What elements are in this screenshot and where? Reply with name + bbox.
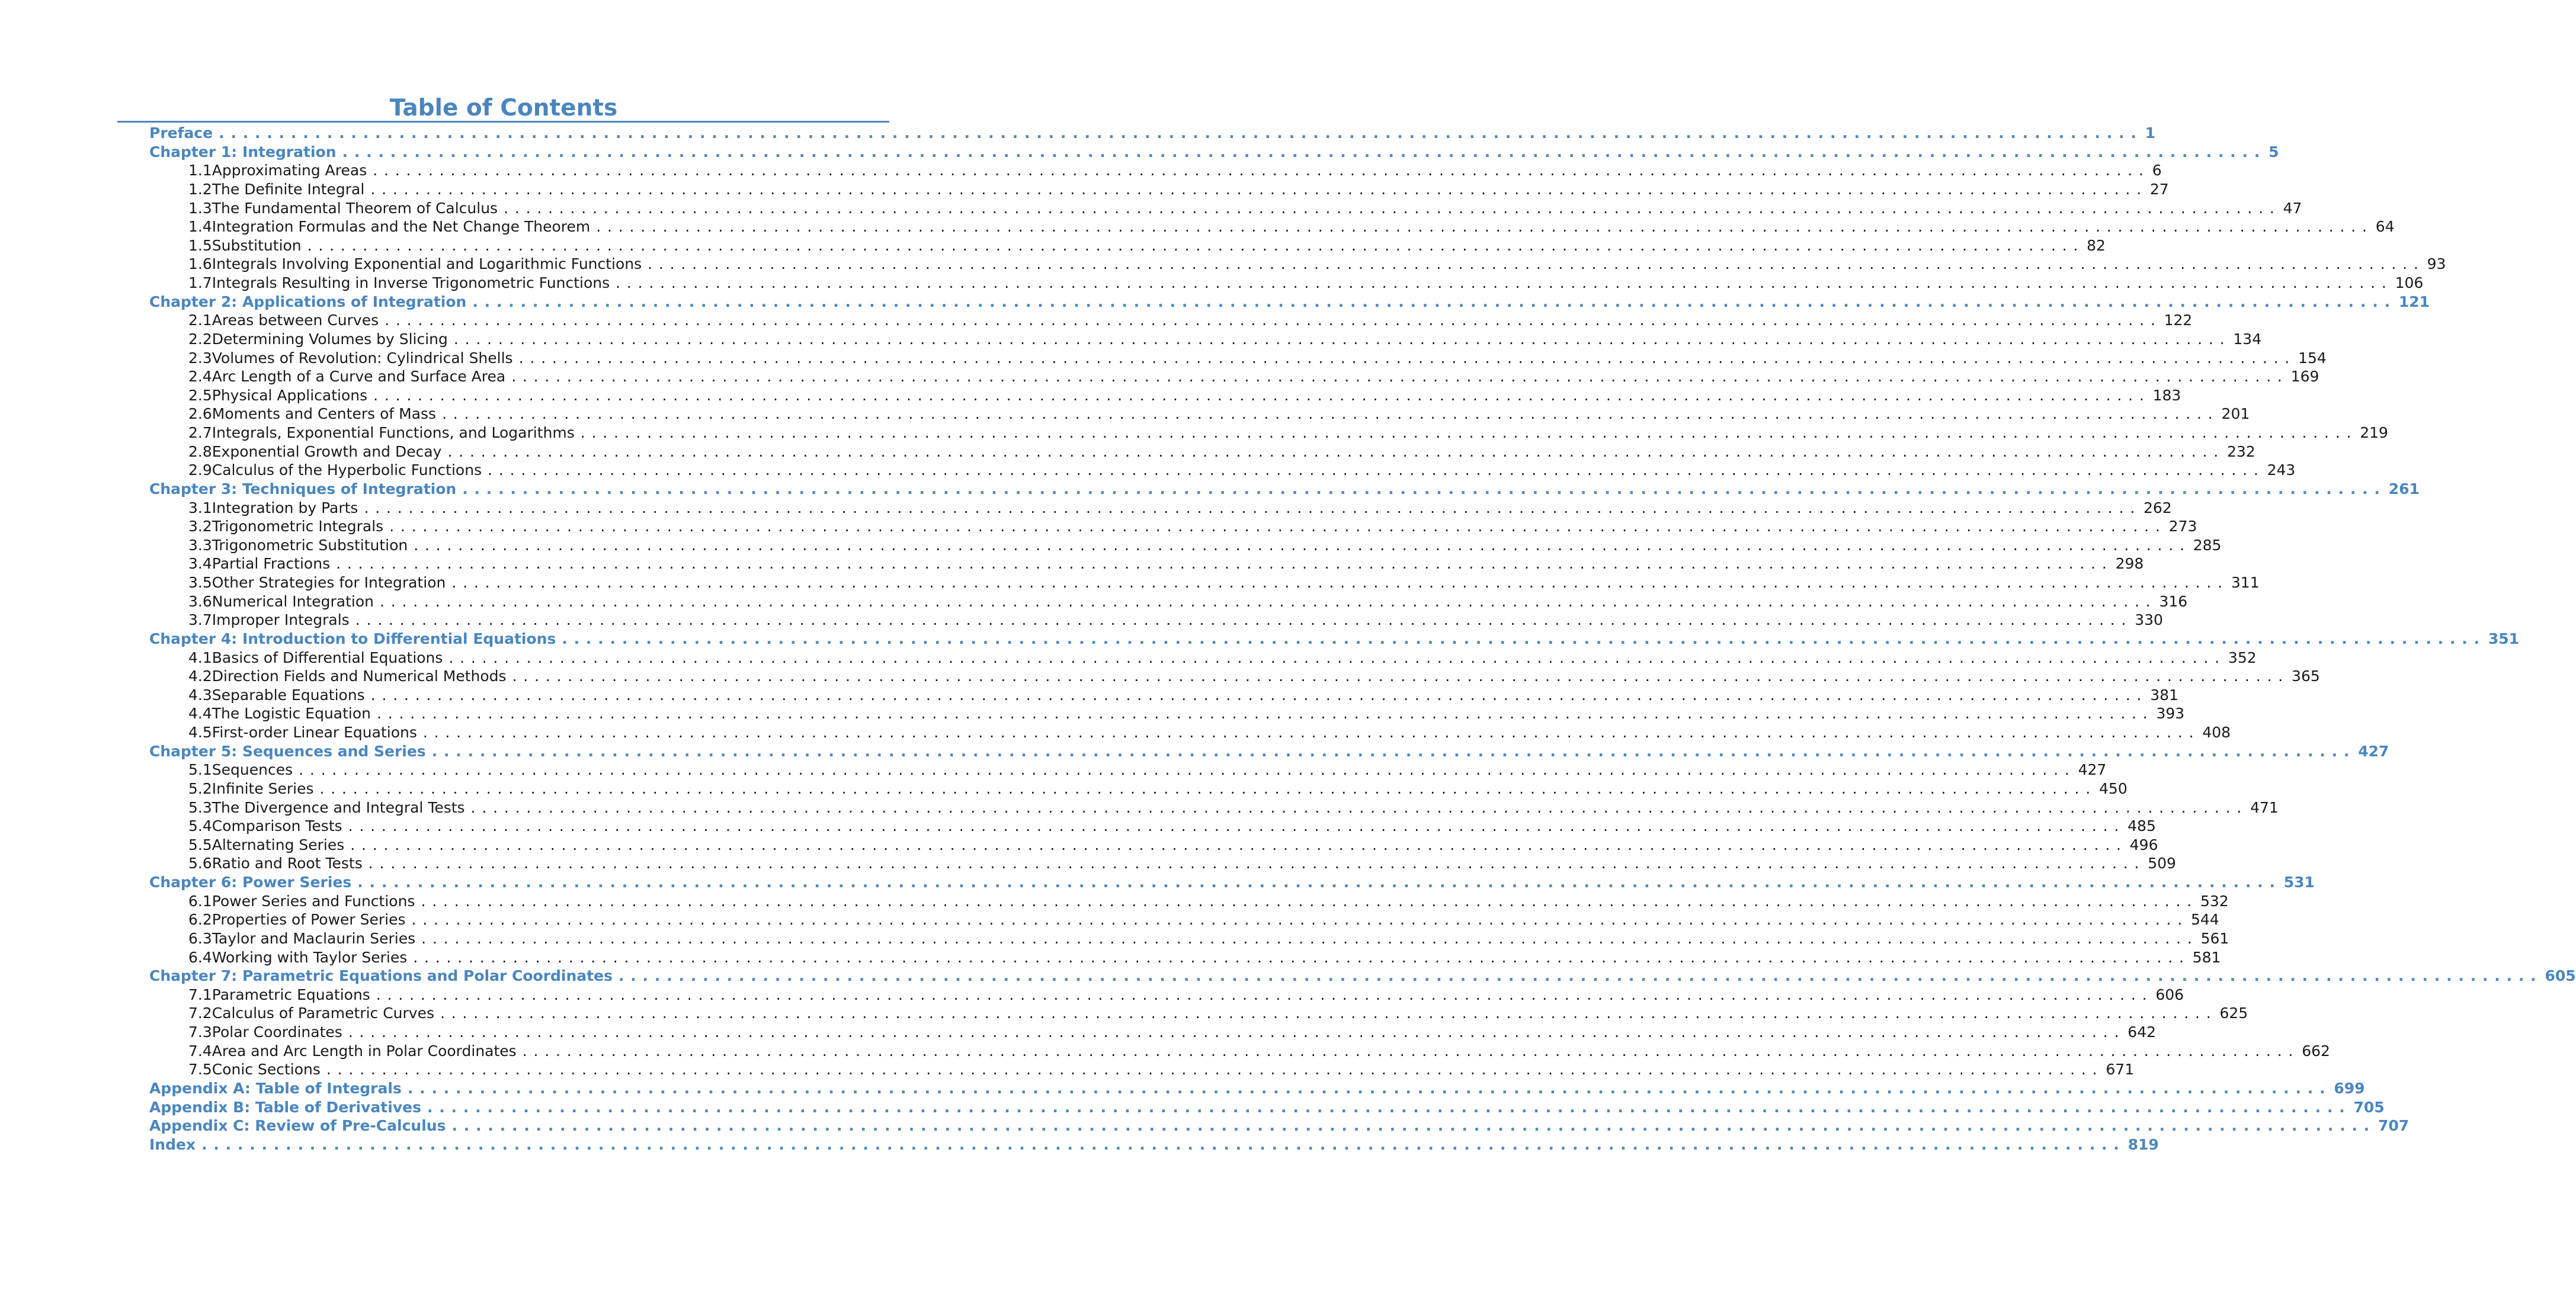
section-number: 3.2	[188, 518, 212, 535]
toc-section-row[interactable]	[149, 367, 2319, 386]
dot-leader: ................................................................................................................................................................	[448, 649, 2226, 666]
page-number: 509	[2148, 855, 2176, 872]
section-number: 2.3	[188, 349, 212, 367]
section-title: Separable Equations	[212, 686, 365, 704]
section-title: Determining Volumes by Slicing	[212, 330, 448, 348]
section-title: Improper Integrals	[212, 611, 350, 629]
page-number: 154	[2298, 349, 2327, 367]
section-number: 2.5	[188, 386, 212, 404]
page-number: 531	[2283, 874, 2315, 891]
section-number: 6.1	[188, 892, 212, 910]
page-number: 819	[2128, 1135, 2159, 1153]
page-number: 316	[2159, 592, 2188, 610]
section-title: The Logistic Equation	[212, 705, 371, 723]
dot-leader: ................................................................................................................................................................	[522, 1042, 2300, 1060]
dot-leader: ................................................................................................................................................................	[319, 779, 2097, 797]
dot-leader: ................................................................................................................................................................	[472, 293, 2396, 310]
page-number: 408	[2202, 724, 2231, 741]
section-number: 6.3	[188, 929, 212, 947]
toc-chapter-row[interactable]	[149, 967, 2576, 986]
toc-section-row[interactable]	[149, 236, 2106, 255]
toc-section-row[interactable]	[149, 667, 2320, 686]
section-number: 2.1	[188, 312, 212, 329]
page-number: 561	[2200, 929, 2229, 947]
section-title: Properties of Power Series	[212, 911, 406, 929]
section-number: 4.2	[188, 667, 212, 685]
dot-leader: ................................................................................................................................................................	[422, 724, 2200, 741]
toc-section-row[interactable]	[149, 1042, 2330, 1061]
section-number: 1.5	[188, 236, 212, 254]
section-title: Partial Fractions	[212, 555, 331, 573]
toc-section-row[interactable]	[149, 554, 2144, 573]
section-number: 1.6	[188, 255, 212, 273]
dot-leader: ................................................................................................................................................................	[431, 742, 2356, 760]
section-number: 1.7	[188, 274, 212, 291]
toc-section-row[interactable]	[149, 1004, 2248, 1023]
page-number: 183	[2152, 386, 2181, 404]
title-rule	[117, 121, 889, 123]
dot-leader: ................................................................................................................................................................	[648, 255, 2425, 273]
section-number: 7.1	[188, 986, 212, 1003]
page-number: 606	[2155, 986, 2184, 1003]
section-number: 4.4	[188, 705, 212, 723]
dot-leader: ................................................................................................................................................................	[342, 143, 2267, 161]
section-number: 1.2	[188, 180, 212, 198]
section-number: 2.6	[188, 405, 212, 423]
section-title: Integration by Parts	[212, 499, 358, 516]
dot-leader: ................................................................................................................................................................	[421, 892, 2198, 910]
page-number: 351	[2488, 630, 2520, 647]
dot-leader: ................................................................................................................................................................	[219, 124, 2143, 142]
section-title: Arc Length of a Curve and Surface Area	[212, 368, 506, 386]
toc-section-row[interactable]	[149, 423, 2388, 442]
toc-section-row[interactable]	[149, 349, 2327, 368]
section-title: Approximating Areas	[212, 162, 367, 179]
dot-leader: ................................................................................................................................................................	[504, 199, 2281, 217]
page-number: 121	[2398, 293, 2430, 310]
toc-section-row[interactable]	[149, 536, 2222, 555]
toc-section-row[interactable]	[149, 442, 2255, 461]
dot-leader: ................................................................................................................................................................	[379, 592, 2157, 610]
dot-leader: ................................................................................................................................................................	[488, 461, 2265, 479]
toc-chapter-row[interactable]	[149, 124, 2156, 143]
page-number: 201	[2221, 405, 2250, 423]
chapter-title: Index	[149, 1135, 196, 1153]
dot-leader: ................................................................................................................................................................	[511, 368, 2289, 386]
dot-leader: ................................................................................................................................................................	[618, 967, 2543, 985]
dot-leader: ................................................................................................................................................................	[373, 386, 2151, 404]
section-number: 3.1	[188, 499, 212, 516]
toc-section-row[interactable]	[149, 461, 2296, 480]
dot-leader: ................................................................................................................................................................	[357, 874, 2282, 891]
page-number: 662	[2302, 1042, 2330, 1060]
section-number: 7.2	[188, 1004, 212, 1022]
dot-leader: ................................................................................................................................................................	[201, 1135, 2126, 1153]
section-title: Basics of Differential Equations	[212, 649, 443, 666]
dot-leader: ................................................................................................................................................................	[427, 1098, 2351, 1116]
page-number: 273	[2168, 518, 2197, 535]
page-number: 93	[2427, 255, 2446, 273]
dot-leader: ................................................................................................................................................................	[421, 929, 2199, 947]
section-number: 5.3	[188, 798, 212, 816]
dot-leader: ................................................................................................................................................................	[518, 349, 2296, 367]
page-number: 298	[2115, 555, 2144, 573]
page-number: 671	[2106, 1061, 2135, 1079]
page-number: 64	[2375, 218, 2395, 236]
section-number: 4.5	[188, 724, 212, 741]
section-number: 4.1	[188, 649, 212, 666]
toc-section-row[interactable]	[149, 161, 2162, 180]
page-number: 471	[2250, 798, 2279, 816]
section-number: 5.1	[188, 761, 212, 779]
page-number: 705	[2353, 1098, 2385, 1116]
dot-leader: ................................................................................................................................................................	[462, 480, 2386, 498]
toc-section-row[interactable]	[149, 311, 2193, 330]
page-number: 47	[2283, 199, 2302, 217]
dot-leader: ................................................................................................................................................................	[389, 518, 2167, 535]
toc-section-row[interactable]	[149, 854, 2176, 873]
toc-chapter-row[interactable]	[149, 143, 2279, 162]
dot-leader: ................................................................................................................................................................	[385, 312, 2162, 329]
dot-leader: ................................................................................................................................................................	[376, 986, 2154, 1003]
section-number: 5.2	[188, 779, 212, 797]
section-title: Physical Applications	[212, 386, 368, 404]
section-title: The Fundamental Theorem of Calculus	[212, 199, 498, 217]
section-title: Integrals, Exponential Functions, and Logarithms	[212, 424, 575, 441]
section-title: Trigonometric Integrals	[212, 518, 384, 535]
chapter-title: Chapter 7: Parametric Equations and Polar Coordinates	[149, 967, 613, 985]
toc-section-row[interactable]	[149, 1060, 2135, 1079]
page-number: 134	[2233, 330, 2262, 348]
toc-section-row[interactable]	[149, 330, 2262, 349]
section-title: Other Strategies for Integration	[212, 574, 446, 591]
section-number: 6.4	[188, 948, 212, 966]
section-number: 5.5	[188, 836, 212, 853]
dot-leader: ................................................................................................................................................................	[350, 836, 2128, 853]
section-title: Polar Coordinates	[212, 1023, 342, 1041]
page-number: 544	[2191, 911, 2219, 929]
dot-leader: ................................................................................................................................................................	[368, 855, 2146, 872]
toc-section-row[interactable]	[149, 760, 2107, 779]
dot-leader: ................................................................................................................................................................	[336, 555, 2113, 573]
dot-leader: ................................................................................................................................................................	[580, 424, 2358, 441]
section-title: First-order Linear Equations	[212, 724, 417, 741]
dot-leader: ................................................................................................................................................................	[364, 499, 2141, 516]
chapter-title: Chapter 2: Applications of Integration	[149, 293, 467, 310]
page-number: 450	[2099, 779, 2128, 797]
page-number: 381	[2150, 686, 2178, 704]
dot-leader: ................................................................................................................................................................	[451, 574, 2229, 591]
section-number: 2.7	[188, 424, 212, 441]
section-number: 3.6	[188, 592, 212, 610]
page-number: 699	[2334, 1079, 2365, 1097]
toc-section-row[interactable]	[149, 199, 2302, 218]
dot-leader: ................................................................................................................................................................	[414, 536, 2191, 554]
dot-leader: ................................................................................................................................................................	[411, 911, 2189, 929]
toc-chapter-row[interactable]	[149, 1116, 2410, 1135]
toc-section-row[interactable]	[149, 649, 2257, 667]
section-title: Areas between Curves	[212, 312, 379, 329]
toc-chapter-row[interactable]	[149, 630, 2520, 649]
toc-section-row[interactable]	[149, 779, 2128, 798]
section-title: Ratio and Root Tests	[212, 855, 363, 872]
dot-leader: ................................................................................................................................................................	[442, 405, 2219, 423]
chapter-title: Chapter 3: Techniques of Integration	[149, 480, 457, 498]
toc-section-row[interactable]	[149, 592, 2188, 611]
section-number: 1.1	[188, 162, 212, 179]
toc-section-row[interactable]	[149, 986, 2184, 1004]
section-number: 2.2	[188, 330, 212, 348]
dot-leader: ................................................................................................................................................................	[440, 1004, 2218, 1022]
dot-leader: ................................................................................................................................................................	[373, 162, 2150, 179]
page-number: 106	[2395, 274, 2424, 291]
toc-section-row[interactable]	[149, 892, 2229, 911]
page-number: 352	[2228, 649, 2257, 666]
dot-leader: ................................................................................................................................................................	[299, 761, 2076, 779]
toc-section-row[interactable]	[149, 798, 2279, 817]
dot-leader: ................................................................................................................................................................	[377, 705, 2154, 723]
section-title: Direction Fields and Numerical Methods	[212, 667, 507, 685]
page-number: 27	[2149, 180, 2169, 198]
toc-section-row[interactable]	[149, 1023, 2157, 1042]
toc-chapter-row[interactable]	[149, 1098, 2385, 1117]
chapter-title: Chapter 6: Power Series	[149, 874, 352, 891]
page-number: 243	[2267, 461, 2296, 479]
chapter-title: Chapter 4: Introduction to Differential Equations	[149, 630, 556, 647]
dot-leader: ................................................................................................................................................................	[596, 218, 2373, 236]
toc-chapter-row[interactable]	[149, 480, 2420, 499]
page-number: 169	[2290, 368, 2319, 386]
dot-leader: ................................................................................................................................................................	[370, 180, 2148, 198]
section-title: The Definite Integral	[212, 180, 365, 198]
dot-leader: ................................................................................................................................................................	[562, 630, 2486, 647]
section-number: 5.6	[188, 855, 212, 872]
page-number: 485	[2128, 817, 2156, 835]
toc-section-row[interactable]	[149, 499, 2172, 518]
section-title: Area and Arc Length in Polar Coordinates	[212, 1042, 517, 1060]
section-title: Infinite Series	[212, 779, 314, 797]
page-number: 625	[2219, 1004, 2248, 1022]
page-number: 496	[2129, 836, 2158, 853]
section-title: Volumes of Revolution: Cylindrical Shells	[212, 349, 513, 367]
section-number: 3.7	[188, 611, 212, 629]
dot-leader: ................................................................................................................................................................	[355, 611, 2133, 629]
toc-section-row[interactable]	[149, 611, 2163, 630]
page-number: 232	[2226, 442, 2255, 460]
toc-section-row[interactable]	[149, 686, 2178, 705]
toc-chapter-row[interactable]	[149, 1135, 2159, 1154]
toc-section-row[interactable]	[149, 723, 2231, 742]
section-title: Sequences	[212, 761, 293, 779]
section-title: Exponential Growth and Decay	[212, 442, 442, 460]
section-title: Moments and Centers of Mass	[212, 405, 437, 423]
toc-section-row[interactable]	[149, 836, 2158, 855]
page-number: 219	[2360, 424, 2388, 441]
toc-list	[149, 124, 2576, 1154]
section-title: Integrals Involving Exponential and Logarithmic Functions	[212, 255, 642, 273]
toc-section-row[interactable]	[149, 929, 2229, 948]
section-title: Numerical Integration	[212, 592, 374, 610]
toc-section-row[interactable]	[149, 573, 2260, 592]
page-number: 330	[2135, 611, 2163, 629]
chapter-title: Chapter 1: Integration	[149, 143, 337, 161]
section-number: 7.4	[188, 1042, 212, 1060]
section-title: The Divergence and Integral Tests	[212, 798, 465, 816]
dot-leader: ................................................................................................................................................................	[616, 274, 2393, 291]
page-number: 427	[2078, 761, 2107, 779]
toc-section-row[interactable]	[149, 274, 2424, 293]
toc-chapter-row[interactable]	[149, 873, 2315, 892]
dot-leader: ................................................................................................................................................................	[447, 442, 2225, 460]
dot-leader: ................................................................................................................................................................	[512, 667, 2290, 685]
dot-leader: ................................................................................................................................................................	[413, 948, 2190, 966]
toc-section-row[interactable]	[149, 405, 2250, 423]
dot-leader: ................................................................................................................................................................	[370, 686, 2148, 704]
page-number: 285	[2193, 536, 2222, 554]
section-title: Substitution	[212, 236, 302, 254]
toc-section-row[interactable]	[149, 180, 2169, 199]
page-number: 5	[2269, 143, 2279, 161]
section-number: 6.2	[188, 911, 212, 929]
page-number: 581	[2192, 948, 2221, 966]
section-title: Calculus of Parametric Curves	[212, 1004, 434, 1022]
toc-section-row[interactable]	[149, 255, 2446, 274]
page-number: 707	[2378, 1117, 2410, 1135]
section-number: 1.4	[188, 218, 212, 236]
page-number: 642	[2128, 1023, 2157, 1041]
section-number: 7.3	[188, 1023, 212, 1041]
chapter-title: Chapter 5: Sequences and Series	[149, 742, 426, 760]
toc-section-row[interactable]	[149, 948, 2221, 967]
chapter-title: Appendix B: Table of Derivatives	[149, 1098, 421, 1116]
page-number: 261	[2388, 480, 2420, 498]
toc-section-row[interactable]	[149, 217, 2395, 236]
page-title: Table of Contents	[389, 95, 618, 121]
page-number: 6	[2152, 162, 2162, 179]
toc-section-row[interactable]	[149, 704, 2185, 723]
dot-leader: ................................................................................................................................................................	[451, 1117, 2376, 1135]
dot-leader: ................................................................................................................................................................	[453, 330, 2231, 348]
toc-section-row[interactable]	[149, 817, 2156, 836]
chapter-title: Appendix C: Review of Pre-Calculus	[149, 1117, 446, 1135]
section-number: 4.3	[188, 686, 212, 704]
dot-leader: ................................................................................................................................................................	[407, 1079, 2332, 1097]
page-number: 532	[2200, 892, 2229, 910]
chapter-title: Appendix A: Table of Integrals	[149, 1079, 402, 1097]
section-number: 3.4	[188, 555, 212, 573]
section-title: Calculus of the Hyperbolic Functions	[212, 461, 482, 479]
toc-chapter-row[interactable]	[149, 293, 2430, 312]
section-title: Integration Formulas and the Net Change Theorem	[212, 218, 591, 236]
page-number: 262	[2143, 499, 2172, 516]
section-title: Power Series and Functions	[212, 892, 415, 910]
section-number: 3.3	[188, 536, 212, 554]
section-title: Conic Sections	[212, 1061, 321, 1079]
page-number: 427	[2358, 742, 2389, 760]
section-number: 3.5	[188, 574, 212, 591]
section-number: 5.4	[188, 817, 212, 835]
section-title: Comparison Tests	[212, 817, 342, 835]
page-number: 393	[2156, 705, 2185, 723]
page-number: 122	[2164, 312, 2193, 329]
dot-leader: ................................................................................................................................................................	[307, 236, 2085, 254]
page-number: 82	[2087, 236, 2106, 254]
section-number: 2.9	[188, 461, 212, 479]
chapter-title: Preface	[149, 124, 213, 142]
toc-section-row[interactable]	[149, 386, 2181, 405]
toc-section-row[interactable]	[149, 910, 2219, 929]
page-number: 605	[2545, 967, 2576, 985]
page-number: 365	[2292, 667, 2320, 685]
section-title: Parametric Equations	[212, 986, 370, 1003]
section-number: 2.8	[188, 442, 212, 460]
toc-section-row[interactable]	[149, 517, 2197, 536]
toc-chapter-row[interactable]	[149, 1079, 2365, 1098]
section-title: Taylor and Maclaurin Series	[212, 929, 416, 947]
section-title: Working with Taylor Series	[212, 948, 408, 966]
dot-leader: ................................................................................................................................................................	[326, 1061, 2104, 1079]
dot-leader: ................................................................................................................................................................	[470, 798, 2248, 816]
dot-leader: ................................................................................................................................................................	[348, 817, 2126, 835]
page-number: 1	[2145, 124, 2156, 142]
section-title: Integrals Resulting in Inverse Trigonometric Functions	[212, 274, 610, 291]
section-number: 1.3	[188, 199, 212, 217]
section-title: Trigonometric Substitution	[212, 536, 408, 554]
dot-leader: ................................................................................................................................................................	[348, 1023, 2126, 1041]
page-number: 311	[2231, 574, 2260, 591]
section-title: Alternating Series	[212, 836, 345, 853]
section-number: 2.4	[188, 368, 212, 386]
section-number: 7.5	[188, 1061, 212, 1079]
toc-chapter-row[interactable]	[149, 742, 2389, 761]
